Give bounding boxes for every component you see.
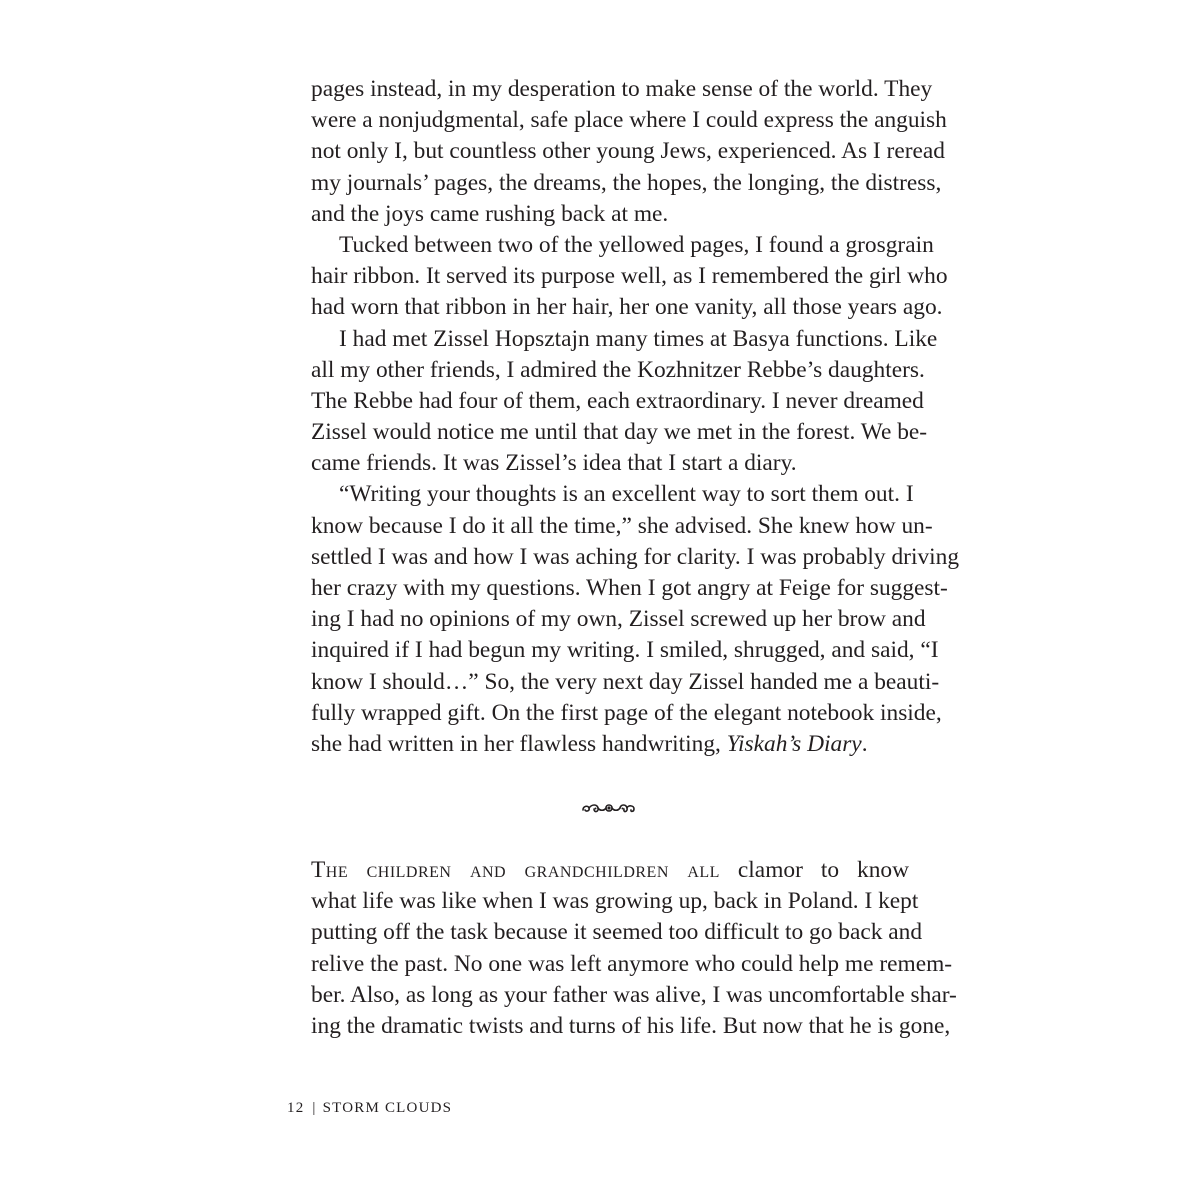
diary-title: Yiskah’s Diary <box>726 730 862 757</box>
text-line: her crazy with my questions. When I got angry at Feige for suggest- <box>311 575 948 601</box>
paragraph-start-line: “Writing your thoughts is an excellent way to sort them out. I <box>339 481 914 508</box>
paragraph-start-line: I had met Zissel Hopsztajn many times at Basya functions. Like <box>339 325 938 352</box>
lead-continuation: clamor to know <box>719 857 909 883</box>
text-line: and the joys came rushing back at me. <box>311 200 669 227</box>
text-line: she had written in her flawless handwriting, <box>311 730 721 757</box>
text-line: fully wrapped gift. On the first page of the elegant notebook inside, <box>311 699 942 726</box>
text-line: came friends. It was Zissel’s idea that I start a diary. <box>311 450 797 477</box>
text-line: my journals’ pages, the dreams, the hopes, the longing, the distress, <box>311 169 942 196</box>
text-line: ber. Also, as long as your father was alive, I was uncomfortable shar- <box>311 981 957 1008</box>
text-line: know I should…” So, the very next day Zissel handed me a beauti- <box>311 668 940 695</box>
text-line: settled I was and how I was aching for clarity. I was probably driving <box>311 543 960 570</box>
text-line: hair ribbon. It served its purpose well, as I remembered the girl who <box>311 263 948 290</box>
text-line: ing I had no opinions of my own, Zissel screwed up her brow and <box>311 606 926 633</box>
text-line: relive the past. No one was left anymore who could help me remem- <box>311 950 953 977</box>
text-line: all my other friends, I admired the Kozhnitzer Rebbe’s daughters. <box>311 356 925 383</box>
text-line: pages instead, in my desperation to make sense of the world. They <box>311 76 933 102</box>
paragraph-start-line: Tucked between two of the yellowed pages, I found a grosgrain <box>339 231 934 258</box>
page-footer <box>287 1100 452 1117</box>
text-line: Zissel would notice me until that day we met in the forest. We be- <box>311 419 928 446</box>
body-text-section-1 <box>311 74 960 760</box>
smallcaps-lead: The children and grandchildren all <box>311 857 720 883</box>
text-line: putting off the task because it seemed too difficult to go back and <box>311 919 923 946</box>
text-line: not only I, but countless other young Jews, experienced. As I reread <box>311 138 945 165</box>
running-head: STORM CLOUDS <box>322 1100 453 1116</box>
text-line: inquired if I had begun my writing. I smiled, shrugged, and said, “I <box>311 637 939 664</box>
text-line: ing the dramatic twists and turns of his life. But now that he is gone, <box>311 1012 951 1039</box>
footer-separator: | <box>312 1100 317 1116</box>
diary-title-period: . <box>861 730 868 757</box>
page-number: 12 <box>287 1100 305 1116</box>
text-line: were a nonjudgmental, safe place where I could express the anguish <box>311 107 947 134</box>
text-line-final <box>311 729 909 760</box>
section-opening-line <box>311 855 909 886</box>
body-text-section-2 <box>311 855 957 1042</box>
scroll-flourish-icon <box>580 798 638 818</box>
text-line: what life was like when I was growing up, back in Poland. I kept <box>311 888 919 915</box>
text-line: The Rebbe had four of them, each extraordinary. I never dreamed <box>311 387 924 414</box>
text-line: know because I do it all the time,” she advised. She knew how un- <box>311 512 933 539</box>
text-line: had worn that ribbon in her hair, her one vanity, all those years ago. <box>311 294 943 321</box>
